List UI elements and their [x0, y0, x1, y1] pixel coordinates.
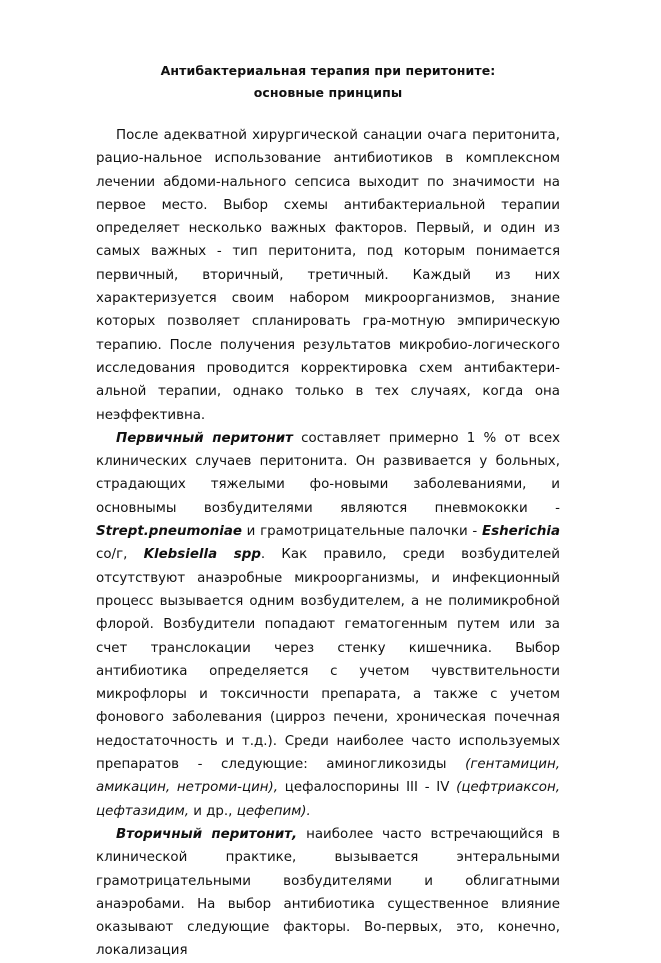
- organism-esherichia: Esherichia: [481, 524, 560, 540]
- title-line-1: Антибактериальная терапия при перитоните:: [160, 63, 496, 78]
- organism-klebsiella: Klebsiella spp: [143, 547, 261, 563]
- p2-text-1: составляет примерно 1 % от всех клинических случаев перитонита. Он развивается у больных, страдающих тяжелыми фо-новыми заболеваниями, и основнымы возбудителями являются пневмококки -: [96, 430, 560, 516]
- p2-text-6: и др.,: [188, 803, 237, 819]
- drugs-aminoglycosides: (гентамицин, амикацин, нетроми-цин),: [96, 757, 560, 796]
- p2-text-5: цефалоспорины III - IV: [278, 780, 457, 796]
- paragraph-intro: После адекватной хирургической санации очага перитонита, рацио-нальное использование антибиотиков в комплексном лечении абдоми-нального сепсиса выходит по значимости на первое место. Выбор схемы антибактериальной терапии определяет несколько важных факторов. Первый, и один из самых важных - тип перитонита, под которым понимается первичный, вторичный, третичный. Каждый из них характеризуется своим набором микроорганизмов, знание которых позволяет спланировать гра-мотную эмпирическую терапию. После получения результатов микробио-логического исследования проводится корректировка схем антибактери-альной терапии, однако только в тех случаях, когда она неэффективна.: [96, 128, 560, 423]
- title-line-2: основные принципы: [253, 85, 403, 100]
- drugs-cephalosporins: (цефтриаксон, цефтазидим,: [96, 780, 560, 819]
- drugs-cefepime: цефепим).: [236, 803, 311, 819]
- p2-text-2: и грамотрицательные палочки -: [241, 524, 482, 540]
- document-title: [96, 60, 560, 104]
- p3-text-1: наиболее часто встречающийся в клинической практике, вызывается энтеральными грамотрицательными возбудителями и облигатными анаэробами. На выбор антибиотика существенное влияние оказывают следующие факторы. Во-первых, это, конечно, локализация: [96, 826, 560, 959]
- paragraph-secondary-peritonitis: [96, 823, 560, 963]
- organism-strept: Strept.pneumoniae: [96, 524, 242, 540]
- paragraph-primary-peritonitis: [96, 427, 560, 823]
- term-primary-peritonitis: Первичный перитонит: [116, 430, 293, 446]
- p2-text-4: . Как правило, среди возбудителей отсутствуют анаэробные микроорганизмы, и инфекционный процесс вызывается одним возбудителем, а не полимикробной флорой. Возбудители попадают гематогенным путем или за счет транслокации через стенку кишечника. Выбор антибиотика определяется с учетом чувствительности микрофлоры и токсичности препарата, а также с учетом фонового заболевания (цирроз печени, хроническая почечная недостаточность и т.д.). Среди наиболее часто используемых препаратов - следующие: аминогликозиды: [96, 547, 560, 773]
- p2-text-3: со/г,: [96, 547, 144, 563]
- term-secondary-peritonitis: Вторичный перитонит,: [116, 826, 298, 842]
- title-spacer: [96, 104, 560, 124]
- document-page: [96, 60, 560, 963]
